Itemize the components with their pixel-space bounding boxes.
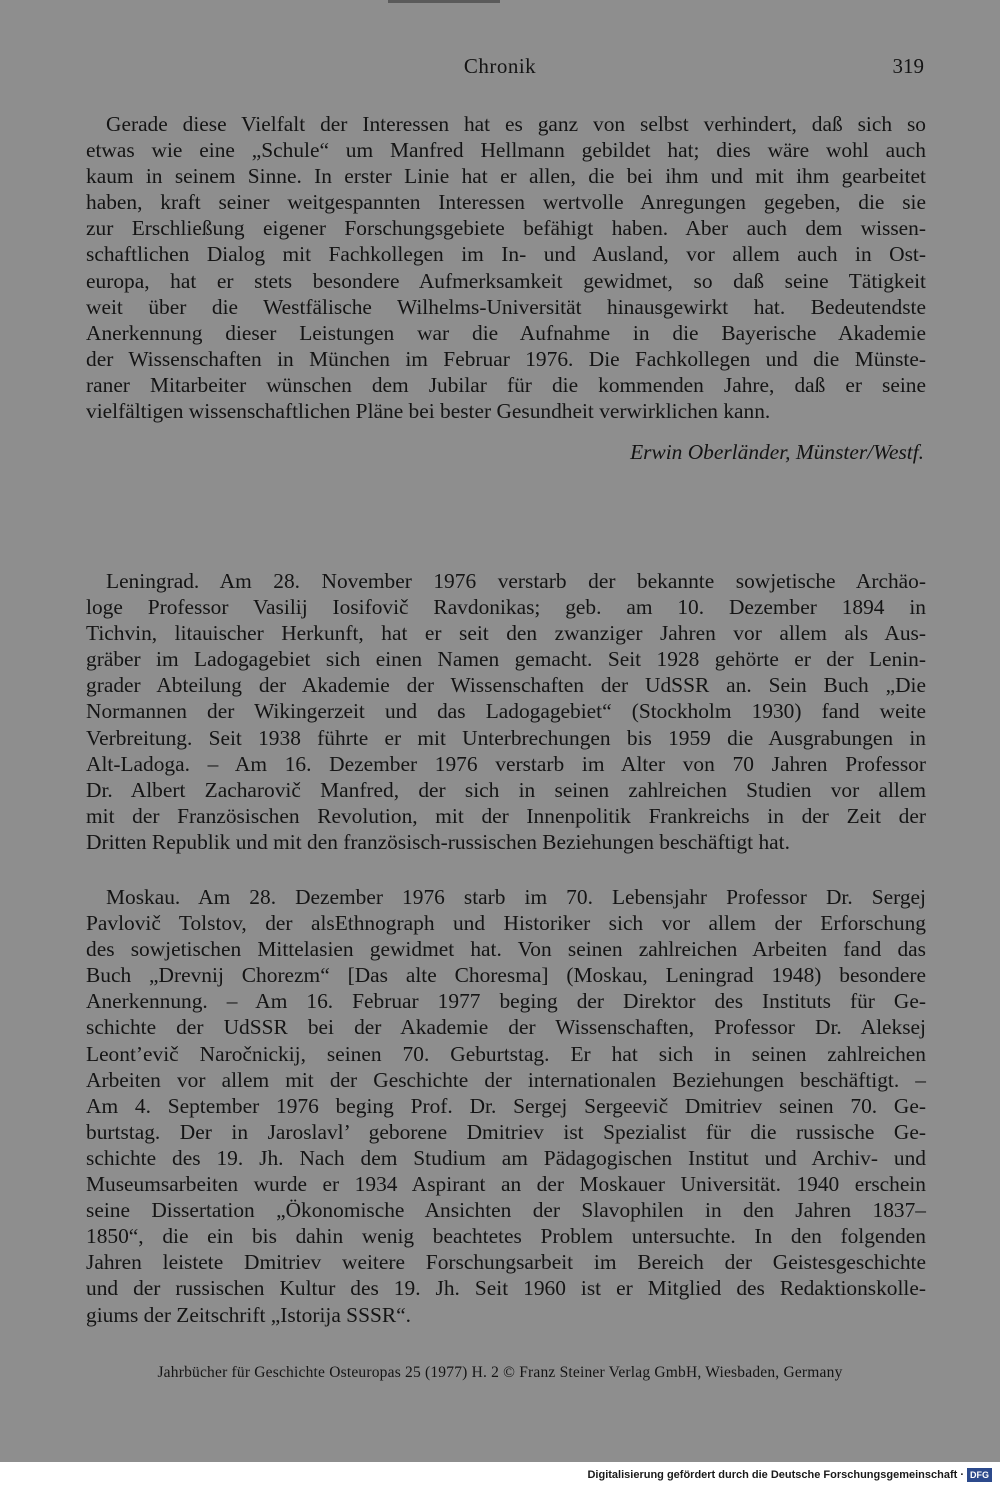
paragraph-hellmann-tribute bbox=[86, 111, 926, 424]
text-line: zur Erschließung eigener Forschungsgebiete befähigt haben. Aber auch dem wissen- bbox=[86, 216, 926, 241]
text-line: der Wissenschaften in München im Februar 1976. Die Fachkollegen und die Münste- bbox=[86, 346, 926, 371]
text-line: raner Mitarbeiter wünschen dem Jubilar für die kommenden Jahre, daß er seine bbox=[86, 372, 926, 397]
paragraph-moskau bbox=[86, 884, 926, 1328]
scan-edge-mark bbox=[388, 0, 500, 3]
text-line: Dr. Albert Zacharovič Manfred, der sich in seinen zahlreichen Studien vor allem bbox=[86, 777, 926, 802]
text-line: gräber im Ladogagebiet sich einen Namen gemacht. Seit 1928 gehörte er der Lenin- bbox=[86, 647, 926, 672]
text-line: grader Abteilung der Akademie der Wissenschaften der UdSSR an. Sein Buch „Die bbox=[86, 673, 926, 698]
text-line: Am 4. September 1976 beging Prof. Dr. Sergej Sergeevič Dmitriev seinen 70. Ge- bbox=[86, 1093, 926, 1118]
text-line: vielfältigen wissenschaftlichen Pläne bei bester Gesundheit verwirklichen kann. bbox=[86, 399, 771, 424]
text-line: und der russischen Kultur des 19. Jh. Seit 1960 ist er Mitglied des Redaktionskolle- bbox=[86, 1276, 926, 1301]
text-line: Gerade diese Vielfalt der Interessen hat es ganz von selbst verhindert, daß sich so bbox=[106, 112, 926, 136]
text-line: haben, kraft seiner weitgespannten Interessen wertvolle Anregungen gegeben, die sie bbox=[86, 190, 926, 215]
text-line: Normannen der Wikingerzeit und das Ladogagebiet“ (Stockholm 1930) fand weite bbox=[86, 699, 926, 724]
text-line: loge Professor Vasilij Iosifovič Ravdonikas; geb. am 10. Dezember 1894 in bbox=[86, 595, 926, 620]
page-number: 319 bbox=[892, 54, 924, 78]
text-line: europa, hat er stets besondere Aufmerksamkeit gewidmet, so daß seine Tätigkeit bbox=[86, 268, 926, 293]
text-line: kaum in seinem Sinne. In erster Linie hat er allen, die bei ihm und mit ihm gearbeitet bbox=[86, 164, 926, 189]
text-line: Anerkennung. – Am 16. Februar 1977 beging der Direktor des Instituts für Ge- bbox=[86, 989, 926, 1014]
text-line: schaftlichen Dialog mit Fachkollegen im In- und Ausland, vor allem auch in Ost- bbox=[86, 242, 926, 267]
text-line: Alt-Ladoga. – Am 16. Dezember 1976 verstarb im Alter von 70 Jahren Professor bbox=[86, 751, 926, 776]
text-line: Pavlovič Tolstov, der alsEthnograph und Historiker sich vor allem der Erforschung bbox=[86, 911, 926, 936]
text-line: etwas wie eine „Schule“ um Manfred Hellmann gebildet hat; dies wäre wohl auch bbox=[86, 138, 926, 163]
text-line: schichte des 19. Jh. Nach dem Studium am Pädagogischen Institut und Archiv- und bbox=[86, 1145, 926, 1170]
text-line: Anerkennung dieser Leistungen war die Aufnahme in die Bayerische Akademie bbox=[86, 320, 926, 345]
text-line: schichte der UdSSR bei der Akademie der Wissenschaften, Professor Dr. Aleksej bbox=[86, 1015, 926, 1040]
text-line: burtstag. Der in Jaroslavl’ geborene Dmitriev ist Spezialist für die russische Ge- bbox=[86, 1119, 926, 1144]
journal-citation-footer: Jahrbücher für Geschichte Osteuropas 25 (1977) H. 2 © Franz Steiner Verlag GmbH, Wiesbaden, Germany bbox=[157, 1364, 843, 1381]
text-line: Buch „Drevnij Chorezm“ [Das alte Choresma] (Moskau, Leningrad 1948) besondere bbox=[86, 963, 926, 988]
paragraph-leningrad bbox=[86, 568, 926, 855]
text-line: Tichvin, litauischer Herkunft, hat er seit den zwanziger Jahren vor allem als Aus- bbox=[86, 621, 926, 646]
text-line: Moskau. Am 28. Dezember 1976 starb im 70. Lebensjahr Professor Dr. Sergej bbox=[106, 885, 926, 909]
author-signature: Erwin Oberländer, Münster/Westf. bbox=[630, 440, 924, 464]
text-line: Leningrad. Am 28. November 1976 verstarb der bekannte sowjetische Archäo- bbox=[106, 569, 926, 593]
text-line: Arbeiten vor allem mit der Geschichte der internationalen Beziehungen beschäftigt. – bbox=[86, 1067, 926, 1092]
text-line: Museumsarbeiten wurde er 1934 Aspirant an der Moskauer Universität. 1940 erschein bbox=[86, 1172, 926, 1197]
text-line: Dritten Republik und mit den französisch-russischen Beziehungen beschäftigt hat. bbox=[86, 829, 790, 854]
text-line: mit der Französischen Revolution, mit der Innenpolitik Frankreichs in der Zeit der bbox=[86, 803, 926, 828]
digitization-notice: Digitalisierung gefördert durch die Deutsche Forschungsgemeinschaft · bbox=[587, 1469, 964, 1481]
text-line: Jahren leistete Dmitriev weitere Forschungsarbeit im Bereich der Geistesgeschichte bbox=[86, 1250, 926, 1275]
dfg-logo-icon: DFG bbox=[967, 1468, 992, 1482]
running-header-title: Chronik bbox=[463, 54, 537, 78]
text-line: Verbreitung. Seit 1938 führte er mit Unterbrechungen bis 1959 die Ausgrabungen in bbox=[86, 725, 926, 750]
text-line: Leont’evič Naročnickij, seinen 70. Geburtstag. Er hat sich in seinen zahlreichen bbox=[86, 1041, 926, 1066]
text-line: weit über die Westfälische Wilhelms-Universität hinausgewirkt hat. Bedeutendste bbox=[86, 294, 926, 319]
text-line: 1850“, die ein bis dahin wenig beachtetes Problem untersuchte. In den folgenden bbox=[86, 1224, 926, 1249]
text-line: giums der Zeitschrift „Istorija SSSR“. bbox=[86, 1302, 411, 1327]
text-line: seine Dissertation „Ökonomische Ansichten der Slavophilen in den Jahren 1837– bbox=[86, 1198, 926, 1223]
text-line: des sowjetischen Mittelasien gewidmet hat. Von seinen zahlreichen Arbeiten fand das bbox=[86, 937, 926, 962]
